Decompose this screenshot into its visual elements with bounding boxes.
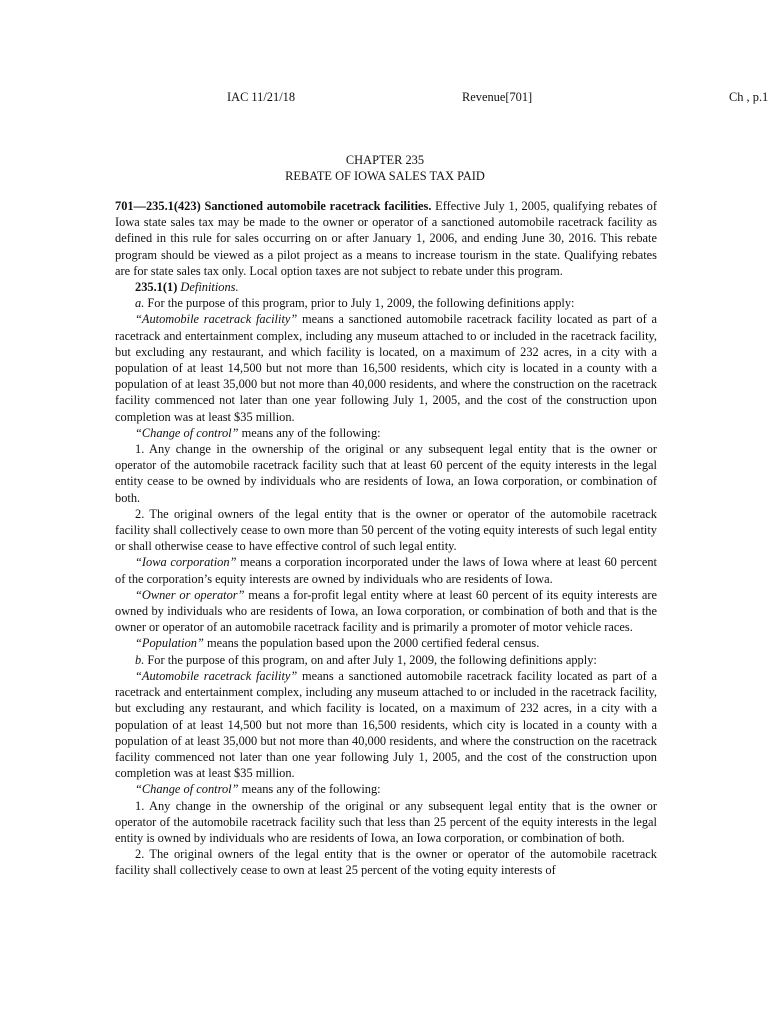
definition-term: “Iowa corporation”	[135, 555, 237, 570]
definition-item	[115, 425, 657, 441]
definition-item	[115, 668, 657, 781]
rule-heading: 701—235.1(423) Sanctioned automobile racetrack facilities.	[115, 199, 432, 213]
page-header	[0, 89, 770, 107]
subrule-title: Definitions.	[177, 280, 239, 295]
definition-item	[115, 506, 657, 555]
rule-text: Effective July 1, 2005, qualifying rebates of Iowa state sales tax may be made to the owner or operator of a sanctioned automobile racetrack facility as defined in this rule for sales occurring on or after January 1, 2006, and ending June 30, 2016. This rebate program should be viewed as a pilot project as a means to increase tourism in the state. Qualifying rebates are for state sales tax only. Local option taxes are not subject to rebate under this program.	[115, 199, 657, 278]
definition-text: means a sanctioned automobile racetrack facility located as part of a racetrack and entertainment complex, including any museum attached to or included in the racetrack facility, but excluding any restaurant, and which facility is located, on a maximum of 232 acres, in a city with a population of at least 14,500 but not more than 16,500 residents, which city is located in a county with a population of at least 35,000 but not more than 40,000 residents, and where the construction on the racetrack facility commenced not later than one year following July 1, 2005, and the cost of the construction upon completion was at least $35 million.	[115, 312, 657, 424]
definition-item	[115, 635, 657, 651]
chapter-title: REBATE OF IOWA SALES TAX PAID	[285, 169, 485, 183]
paragraph-a	[115, 295, 657, 311]
definition-text: means any of the following:	[238, 782, 381, 797]
definition-term: “Population”	[135, 636, 204, 651]
definition-term: “Automobile racetrack facility”	[135, 312, 298, 327]
definition-text: 1. Any change in the ownership of the original or any subsequent legal entity that is the owner or operator of the automobile racetrack facility such that less than 25 percent of the equity interests in the legal entity is owned by individuals who are residents of Iowa, an Iowa corporation, or combination of both.	[115, 798, 657, 845]
document-body	[115, 198, 657, 879]
definition-text: means the population based upon the 2000 certified federal census.	[203, 636, 540, 651]
definition-item	[115, 311, 657, 424]
paragraph-a-letter: a.	[135, 296, 145, 311]
definition-text: 2. The original owners of the legal entity that is the owner or operator of the automobile racetrack facility shall collectively cease to own more than 50 percent of the voting equity interests of such legal entity or shall otherwise cease to have effective control of such legal entity.	[115, 506, 657, 554]
paragraph-b	[115, 652, 657, 668]
definition-text: 1. Any change in the ownership of the original or any subsequent legal entity that is the owner or operator of the automobile racetrack facility such that at least 60 percent of the equity interests in the legal entity cease to be owned by individuals who are residents of Iowa, an Iowa corporation, or combination of both.	[115, 442, 657, 505]
paragraph-a-text: For the purpose of this program, prior to July 1, 2009, the following definitions apply:	[144, 296, 575, 311]
definition-text: 2. The original owners of the legal entity that is the owner or operator of the automobile racetrack facility shall collectively cease to own at least 25 percent of the voting equity interests of	[115, 847, 657, 878]
definition-item	[115, 781, 657, 797]
subrule-number: 235.1(1)	[135, 280, 178, 295]
header-agency: Revenue[701]	[462, 90, 533, 104]
definition-item	[115, 554, 657, 586]
definition-term: “Owner or operator”	[135, 587, 245, 602]
definition-item	[115, 798, 657, 847]
subrule-heading	[115, 279, 657, 295]
definition-text: means any of the following:	[238, 425, 381, 440]
chapter-number: CHAPTER 235	[345, 153, 425, 167]
paragraph-b-text: For the purpose of this program, on and after July 1, 2009, the following definitions apply:	[144, 652, 597, 667]
definition-item	[115, 441, 657, 506]
definition-text: means a corporation incorporated under the laws of Iowa where at least 60 percent of the corporation’s equity interests are owned by individuals who are residents of Iowa.	[115, 555, 657, 586]
definition-text: means a for-profit legal entity where at least 60 percent of its equity interests are owned by individuals who are residents of Iowa, an Iowa corporation, or combination of both and that is the owner or operator of an automobile racetrack facility and is primarily a promoter of motor vehicle races.	[115, 587, 657, 635]
paragraph-b-letter: b.	[135, 652, 145, 667]
header-date: IAC 11/21/18	[227, 90, 296, 104]
definition-item	[115, 846, 657, 878]
definition-term: “Automobile racetrack facility”	[135, 668, 298, 683]
definition-term: “Change of control”	[135, 425, 239, 440]
definition-item	[115, 587, 657, 636]
header-page-number: Ch , p.1	[729, 90, 769, 104]
definition-term: “Change of control”	[135, 782, 239, 797]
rule-paragraph	[115, 198, 657, 279]
definition-text: means a sanctioned automobile racetrack facility located as part of a racetrack and entertainment complex, including any museum attached to or included in the racetrack facility, but excluding any restaurant, and which facility is located, on a maximum of 232 acres, in a city with a population of at least 14,500 but not more than 16,500 residents, which city is located in a county with a population of at least 35,000 but not more than 40,000 residents, and where the construction on the racetrack facility commenced not later than one year following July 1, 2005, and the cost of the construction upon completion was at least $35 million.	[115, 668, 657, 781]
